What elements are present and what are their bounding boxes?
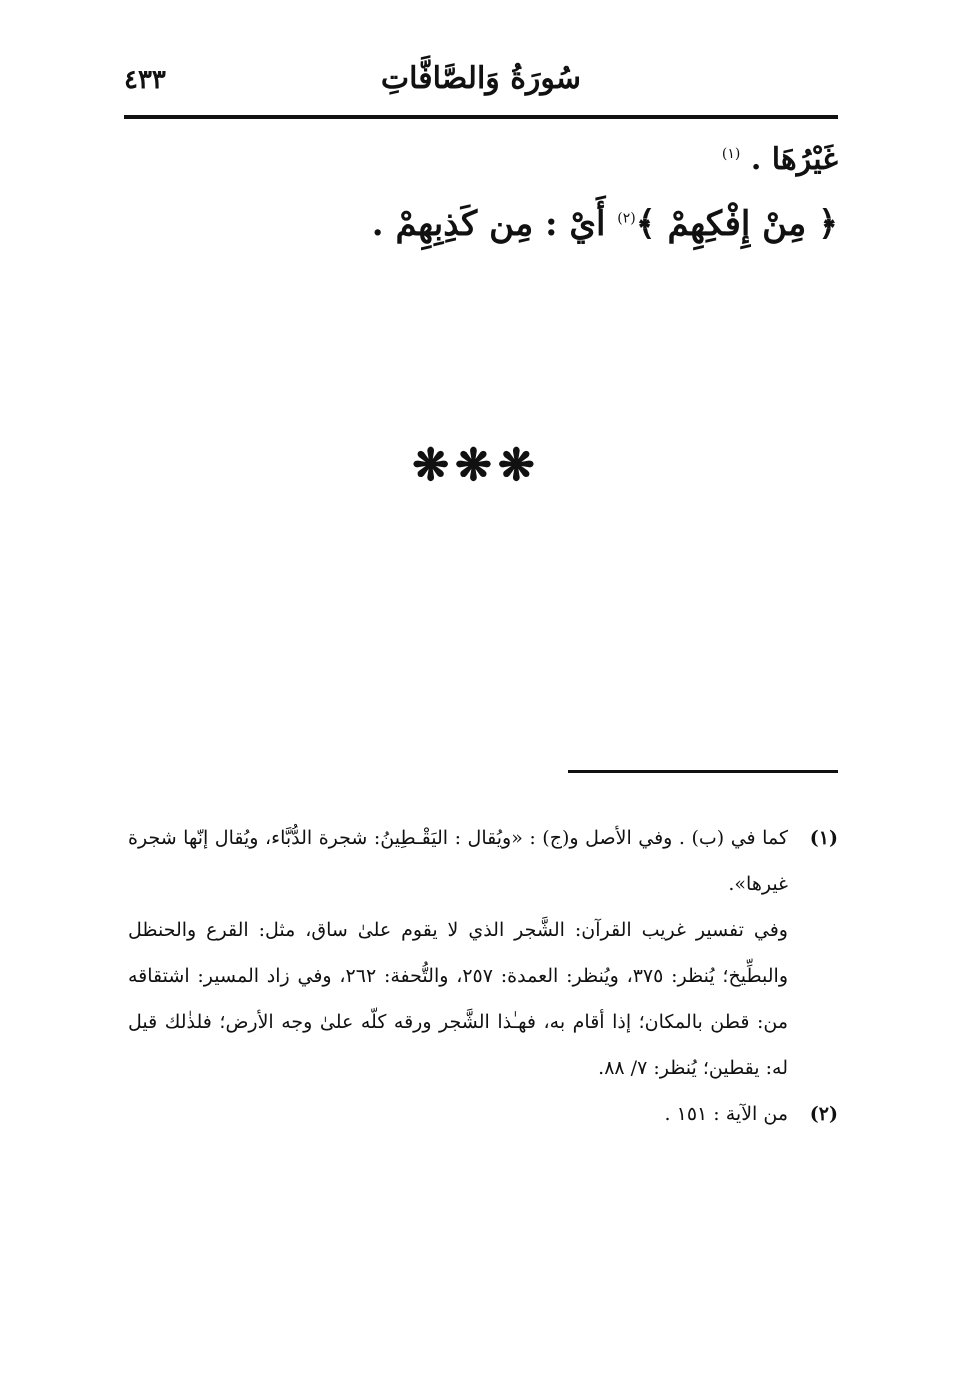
footnote-ref-1: (١): [721, 146, 741, 162]
header-divider: [124, 115, 838, 119]
footnote-1-text: كما في (ب) . وفي الأصل و(ج) : «ويُقال : اليَقْـطِينُ: شجرة الدُّبَّاء، ويُقال إنّها شجرة غيرها».: [128, 827, 788, 895]
line-1-text: غَيْرُهَا .: [750, 142, 838, 177]
footnote-1-paragraph-2: وفي تفسير غريب القرآن: الشَّجر الذي لا يقوم علىٰ ساق، مثل: القرع والحنظل والبطِّيخ؛ يُنظر: ٣٧٥، ويُنظر: العمدة: ٢٥٧، والتُّحفة: ٢٦٢، وفي زاد المسير: اشتقاقه من: قطن بالمكان؛ إذا أقام به، فهـٰذا الشَّجر ورقه كلّه علىٰ وجه الأرض؛ فلذٰلك قيل له: يقطين؛ يُنظر: ٧/ ٨٨.: [128, 919, 789, 1079]
footnote-1: [128, 815, 838, 907]
footnote-divider: [568, 770, 838, 773]
page-header: [124, 55, 838, 113]
quran-quote: ﴿ مِنْ إِفْكِهِمْ ﴾: [635, 204, 838, 244]
footnote-2: [128, 1091, 838, 1137]
footnote-1-number: (١): [809, 827, 838, 849]
page-number: ٤٣٣: [124, 65, 166, 95]
footnote-2-text: من الآية : ١٥١ .: [664, 1103, 788, 1125]
text-line-1: [722, 142, 838, 177]
footnotes: [128, 815, 838, 1137]
section-separator: ❋❋❋: [412, 440, 541, 491]
line-2-text: أَيْ : مِن كَذِبِهِمْ .: [371, 204, 606, 244]
surah-title: سُورَةُ وَالصَّافَّاتِ: [380, 61, 582, 96]
footnote-ref-2: (٢): [617, 210, 636, 227]
text-line-2: [372, 203, 838, 244]
footnote-2-number: (٢): [809, 1103, 838, 1125]
